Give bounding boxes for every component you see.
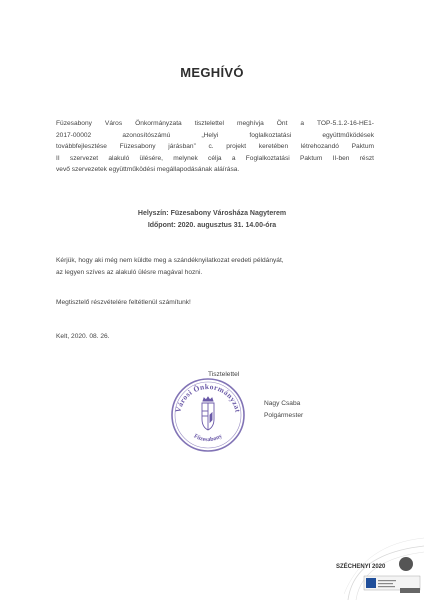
thanks-line: Megtisztelő részvételére feltétlenül számítunk! bbox=[56, 299, 191, 306]
szechenyi-logo bbox=[322, 540, 422, 600]
signatory-name: Nagy Csaba bbox=[264, 400, 301, 407]
request-line: Kérjük, hogy aki még nem küldte meg a szándéknyilatkozat eredeti példányát, bbox=[56, 257, 284, 264]
investment-banner bbox=[400, 588, 420, 593]
event-details bbox=[0, 208, 424, 232]
venue-line: Helyszín: Füzesabony Városháza Nagyterem bbox=[137, 210, 287, 217]
stamp-text-top: Városi Önkormányzat bbox=[173, 381, 243, 414]
szechenyi-emblem-icon bbox=[399, 557, 413, 571]
intro-line: továbbfejlesztése Füzesabony járásban” c. projekt keretében létrehozandó Paktum bbox=[56, 143, 374, 151]
signature-regards: Tisztelettel bbox=[208, 371, 240, 378]
official-stamp bbox=[168, 373, 248, 453]
program-logo-text: SZÉCHENYI 2020 bbox=[336, 564, 386, 570]
coat-of-arms-icon bbox=[202, 397, 214, 430]
intro-line: vevő szervezetek együttműködési megállapodásának aláírása. bbox=[56, 166, 240, 174]
eu-flag-icon bbox=[366, 578, 376, 588]
request-line: az legyen szíves az alakuló ülésre magával hozni. bbox=[56, 268, 203, 276]
intro-line: Füzesabony Város Önkormányzata tisztelettel meghívja Önt a TOP-5.1.2-16-HE1- bbox=[56, 120, 374, 127]
document-title: MEGHÍVÓ bbox=[180, 65, 244, 80]
issue-date: Kelt, 2020. 08. 26. bbox=[56, 333, 110, 340]
intro-line: II szervezet alakuló ülésére, melynek célja a Foglalkoztatási Paktum II-ben részt bbox=[56, 154, 374, 162]
request-paragraph bbox=[56, 255, 374, 278]
svg-text:Füzesabony bbox=[193, 433, 224, 443]
time-line: Időpont: 2020. augusztus 31. 14.00-óra bbox=[147, 222, 277, 229]
stamp-text-bottom: Füzesabony bbox=[192, 433, 224, 444]
signatory-position: Polgármester bbox=[264, 412, 304, 419]
intro-paragraph bbox=[56, 118, 374, 176]
intro-line: 2017-00002 azonosítószámú „Helyi foglalkoztatási együttműködések bbox=[56, 131, 374, 139]
